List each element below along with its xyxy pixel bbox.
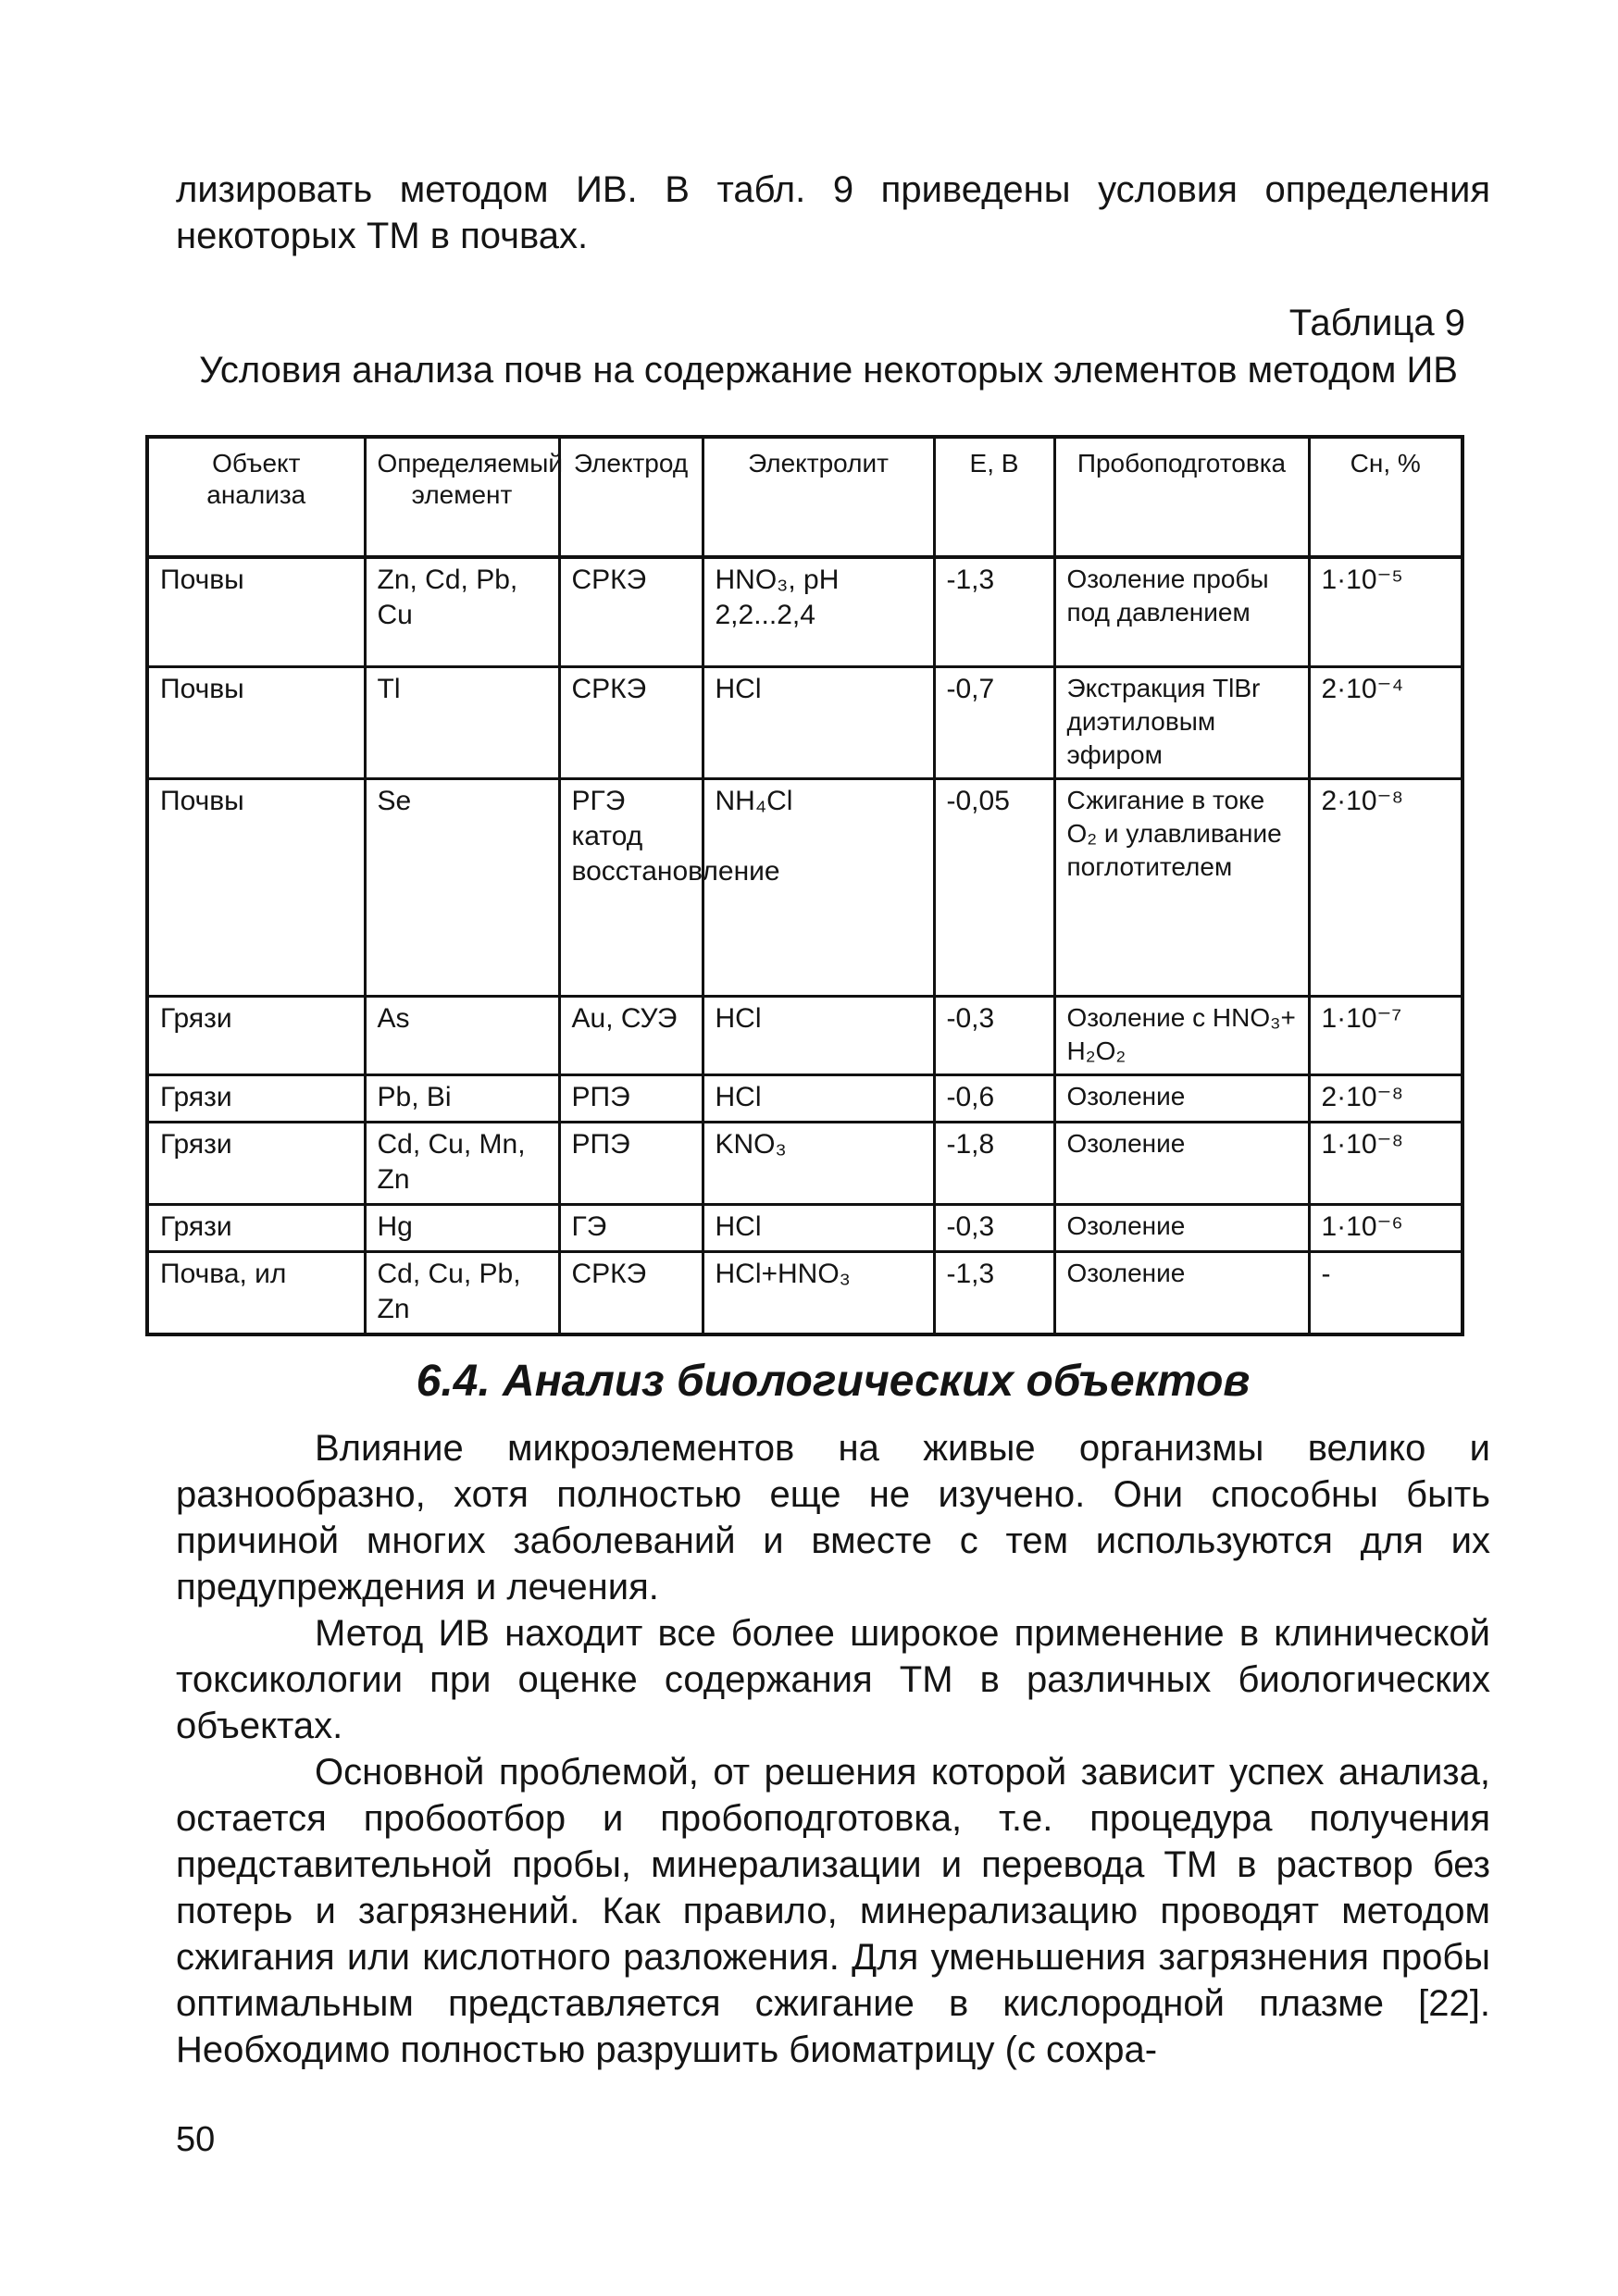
cell-prep: Экстракция TlBr диэтиловым эфиром — [1054, 666, 1309, 778]
cell-element: Cd, Cu, Mn, Zn — [365, 1122, 559, 1204]
paragraph: Основной проблемой, от решения которой зависит успех анализа, остается пробоотбор и пробоподготовка, т.е. процедура получения представительной пробы, минерализации и перевода ТМ в раствор без потерь и загрязнений. Как правило, минерализацию проводят методом сжигания или кислотного разложения. Для уменьшения загрязнения пробы оптимальным представляется сжигание в кислородной плазме [22]. Необходимо полностью разрушить биоматрицу (с сохра- — [176, 1752, 1490, 2070]
cell-object: Почвы — [147, 666, 365, 778]
header-element: Определяемый элемент — [365, 437, 559, 557]
cell-element: Cd, Cu, Pb, Zn — [365, 1251, 559, 1334]
table-row — [147, 1122, 1462, 1204]
cell-object: Почвы — [147, 557, 365, 666]
cell-conc: 1·10⁻⁵ — [1309, 557, 1462, 666]
cell-prep: Озоление — [1054, 1074, 1309, 1122]
cell-element: Tl — [365, 666, 559, 778]
cell-electrode: СРКЭ — [559, 557, 703, 666]
table-row — [147, 778, 1462, 996]
cell-potential: -0,6 — [934, 1074, 1054, 1122]
cell-conc: 1·10⁻⁷ — [1309, 996, 1462, 1074]
cell-conc: 2·10⁻⁸ — [1309, 1074, 1462, 1122]
table-row — [147, 1251, 1462, 1334]
cell-element: Zn, Cd, Pb, Cu — [365, 557, 559, 666]
cell-element: Hg — [365, 1204, 559, 1251]
paragraph: Влияние микроэлементов на живые организмы велико и разнообразно, хотя полностью еще не изучено. Они способны быть причиной многих заболеваний и вместе с тем используются для их предупреждения и лечения. — [176, 1428, 1490, 1607]
cell-element: As — [365, 996, 559, 1074]
table-label: Таблица 9 — [1288, 303, 1465, 343]
header-conc: Cн, % — [1309, 437, 1462, 557]
cell-electrode: СРКЭ — [559, 666, 703, 778]
cell-electrolyte: HCl — [703, 1204, 934, 1251]
cell-element: Pb, Bi — [365, 1074, 559, 1122]
cell-potential: -1,3 — [934, 557, 1054, 666]
cell-element: Se — [365, 778, 559, 996]
table-row — [147, 666, 1462, 778]
table-row — [147, 557, 1462, 666]
header-object: Объект анализа — [147, 437, 365, 557]
cell-electrode: РГЭ катод восстановление — [559, 778, 703, 996]
cell-object: Почвы — [147, 778, 365, 996]
cell-electrolyte: HCl+HNO₃ — [703, 1251, 934, 1334]
table-caption: Условия анализа почв на содержание некоторых элементов методом ИВ — [199, 350, 1458, 391]
cell-potential: -1,8 — [934, 1122, 1054, 1204]
header-prep: Пробоподготовка — [1054, 437, 1309, 557]
cell-prep: Озоление пробы под давлением — [1054, 557, 1309, 666]
cell-electrolyte: HCl — [703, 1074, 934, 1122]
cell-prep: Озоление — [1054, 1204, 1309, 1251]
data-table — [145, 435, 1464, 1336]
cell-electrode: Au, СУЭ — [559, 996, 703, 1074]
header-electrolyte: Электролит — [703, 437, 934, 557]
table-row — [147, 1074, 1462, 1122]
cell-object: Почва, ил — [147, 1251, 365, 1334]
cell-electrolyte: HCl — [703, 996, 934, 1074]
table-header-row — [147, 437, 1462, 557]
cell-conc: 2·10⁻⁴ — [1309, 666, 1462, 778]
cell-electrode: ГЭ — [559, 1204, 703, 1251]
cell-electrolyte: HNO₃, pH 2,2...2,4 — [703, 557, 934, 666]
cell-electrode: РПЭ — [559, 1074, 703, 1122]
cell-electrolyte: HCl — [703, 666, 934, 778]
page-number: 50 — [176, 2120, 216, 2159]
table-row — [147, 996, 1462, 1074]
cell-potential: -0,3 — [934, 1204, 1054, 1251]
cell-conc: 1·10⁻⁸ — [1309, 1122, 1462, 1204]
intro-paragraph: лизировать методом ИВ. В табл. 9 приведены условия определения некоторых ТМ в почвах. — [176, 169, 1490, 256]
cell-potential: -0,7 — [934, 666, 1054, 778]
cell-conc: - — [1309, 1251, 1462, 1334]
cell-object: Грязи — [147, 1122, 365, 1204]
cell-object: Грязи — [147, 1074, 365, 1122]
cell-potential: -0,05 — [934, 778, 1054, 996]
cell-prep: Сжигание в токе O₂ и улавливание поглотителем — [1054, 778, 1309, 996]
cell-object: Грязи — [147, 1204, 365, 1251]
header-potential: Е, В — [934, 437, 1054, 557]
cell-electrolyte: KNO₃ — [703, 1122, 934, 1204]
section-title: 6.4. Анализ биологических объектов — [416, 1357, 1251, 1406]
cell-prep: Озоление с HNO₃+ H₂O₂ — [1054, 996, 1309, 1074]
table-row — [147, 1204, 1462, 1251]
cell-potential: -1,3 — [934, 1251, 1054, 1334]
paragraph: Метод ИВ находит все более широкое применение в клинической токсикологии при оценке содержания ТМ в различных биологических объектах. — [176, 1613, 1490, 1746]
cell-prep: Озоление — [1054, 1251, 1309, 1334]
cell-object: Грязи — [147, 996, 365, 1074]
cell-electrode: РПЭ — [559, 1122, 703, 1204]
cell-prep: Озоление — [1054, 1122, 1309, 1204]
cell-electrolyte: NH₄Cl — [703, 778, 934, 996]
cell-conc: 1·10⁻⁶ — [1309, 1204, 1462, 1251]
cell-potential: -0,3 — [934, 996, 1054, 1074]
section-body — [176, 1425, 1490, 2073]
cell-electrode: СРКЭ — [559, 1251, 703, 1334]
cell-conc: 2·10⁻⁸ — [1309, 778, 1462, 996]
header-electrode: Электрод — [559, 437, 703, 557]
